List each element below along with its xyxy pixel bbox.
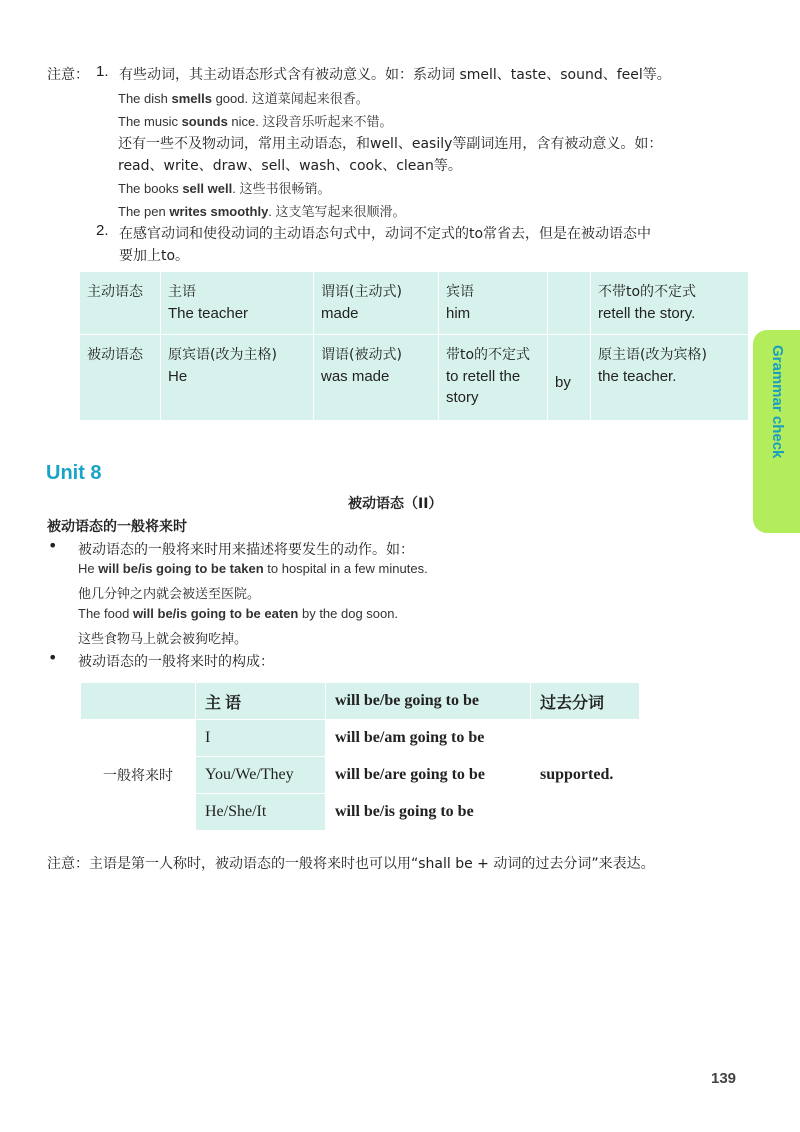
subject-cell: I <box>196 720 326 757</box>
note-paragraph-line-1: 还有一些不及物动词，常用主动语态，和well、easily等副词连用，含有被动意义。如： <box>118 136 663 152</box>
note-item-2-line-2: 要加上to。 <box>119 248 190 264</box>
future-passive-table <box>80 682 640 831</box>
table-cell: 原宾语(改为主格) He <box>161 334 314 420</box>
table-header-row <box>81 683 640 720</box>
aux-cell: will be/is going to be <box>326 794 531 831</box>
aux-cell: will be/am going to be <box>326 720 531 757</box>
table-cell: 主语 The teacher <box>161 272 314 334</box>
table-cell: 谓语(主动式) made <box>314 272 439 334</box>
unit-example-2: The food will be/is going to be eaten by the dog soon. <box>78 606 399 621</box>
header-subject: 主 语 <box>196 683 326 720</box>
unit-example-1: He will be/is going to be taken to hospital in a few minutes. <box>78 561 428 576</box>
table-cell <box>81 683 196 720</box>
aux-cell: will be/are going to be <box>326 757 531 794</box>
note-item-1-text: 有些动词，其主动语态形式含有被动意义。如：系动词 smell、taste、sound、feel等。 <box>119 67 671 83</box>
voice-comparison-table <box>80 272 748 420</box>
note-item-1-number: 1. <box>96 63 109 80</box>
table-cell <box>548 272 591 334</box>
bullet-icon: • <box>48 536 58 555</box>
note-item-2-number: 2. <box>96 222 109 239</box>
subject-cell: You/We/They <box>196 757 326 794</box>
table-cell: 不带to的不定式 retell the story. <box>591 272 749 334</box>
table-cell: 带to的不定式 to retell the story <box>439 334 548 420</box>
bullet-icon: • <box>48 648 58 667</box>
subject-cell: He/She/It <box>196 794 326 831</box>
note-paragraph-line-2: read、write、draw、sell、wash、cook、clean等。 <box>118 158 462 174</box>
table-cell: by <box>548 334 591 420</box>
unit-subtitle: 被动语态（II） <box>348 496 443 512</box>
table-row <box>81 720 640 757</box>
side-tab-label: Grammar check <box>769 345 786 459</box>
example-3: The books sell well. 这些书很畅销。 <box>118 181 331 197</box>
bullet-2-text: 被动语态的一般将来时的构成： <box>78 654 274 670</box>
header-participle: 过去分词 <box>531 683 640 720</box>
section-heading: 被动语态的一般将来时 <box>47 519 187 535</box>
example-2: The music sounds nice. 这段音乐听起来不错。 <box>118 114 393 130</box>
example-1: The dish smells good. 这道菜闻起来很香。 <box>118 91 369 107</box>
unit-example-2-translation: 这些食物马上就会被狗吃掉。 <box>78 632 248 647</box>
table-cell: 原主语(改为宾格) the teacher. <box>591 334 749 420</box>
header-aux: will be/be going to be <box>326 683 531 720</box>
table-cell: 谓语(被动式) was made <box>314 334 439 420</box>
table-row <box>80 272 748 334</box>
note-item-2-line-1: 在感官动词和使役动词的主动语态句式中，动词不定式的to常省去，但是在被动语态中 <box>119 226 652 242</box>
example-4: The pen writes smoothly. 这支笔写起来很顺滑。 <box>118 204 406 220</box>
bullet-1-text: 被动语态的一般将来时用来描述将要发生的动作。如： <box>78 542 414 558</box>
table-cell: 宾语 him <box>439 272 548 334</box>
page-number: 139 <box>711 1070 737 1087</box>
participle-cell: supported. <box>531 720 640 831</box>
table-row <box>80 334 748 420</box>
note-label: 注意： <box>47 67 89 83</box>
unit-example-1-translation: 他几分钟之内就会被送至医院。 <box>78 587 261 602</box>
row-label: 被动语态 <box>87 346 143 363</box>
note-2: 注意：主语是第一人称时，被动语态的一般将来时也可以用“shall be + 动词的过去分词”来表达。 <box>47 856 655 872</box>
unit-title: Unit 8 <box>46 462 102 484</box>
tense-label: 一般将来时 <box>81 720 196 831</box>
row-label: 主动语态 <box>80 272 161 334</box>
